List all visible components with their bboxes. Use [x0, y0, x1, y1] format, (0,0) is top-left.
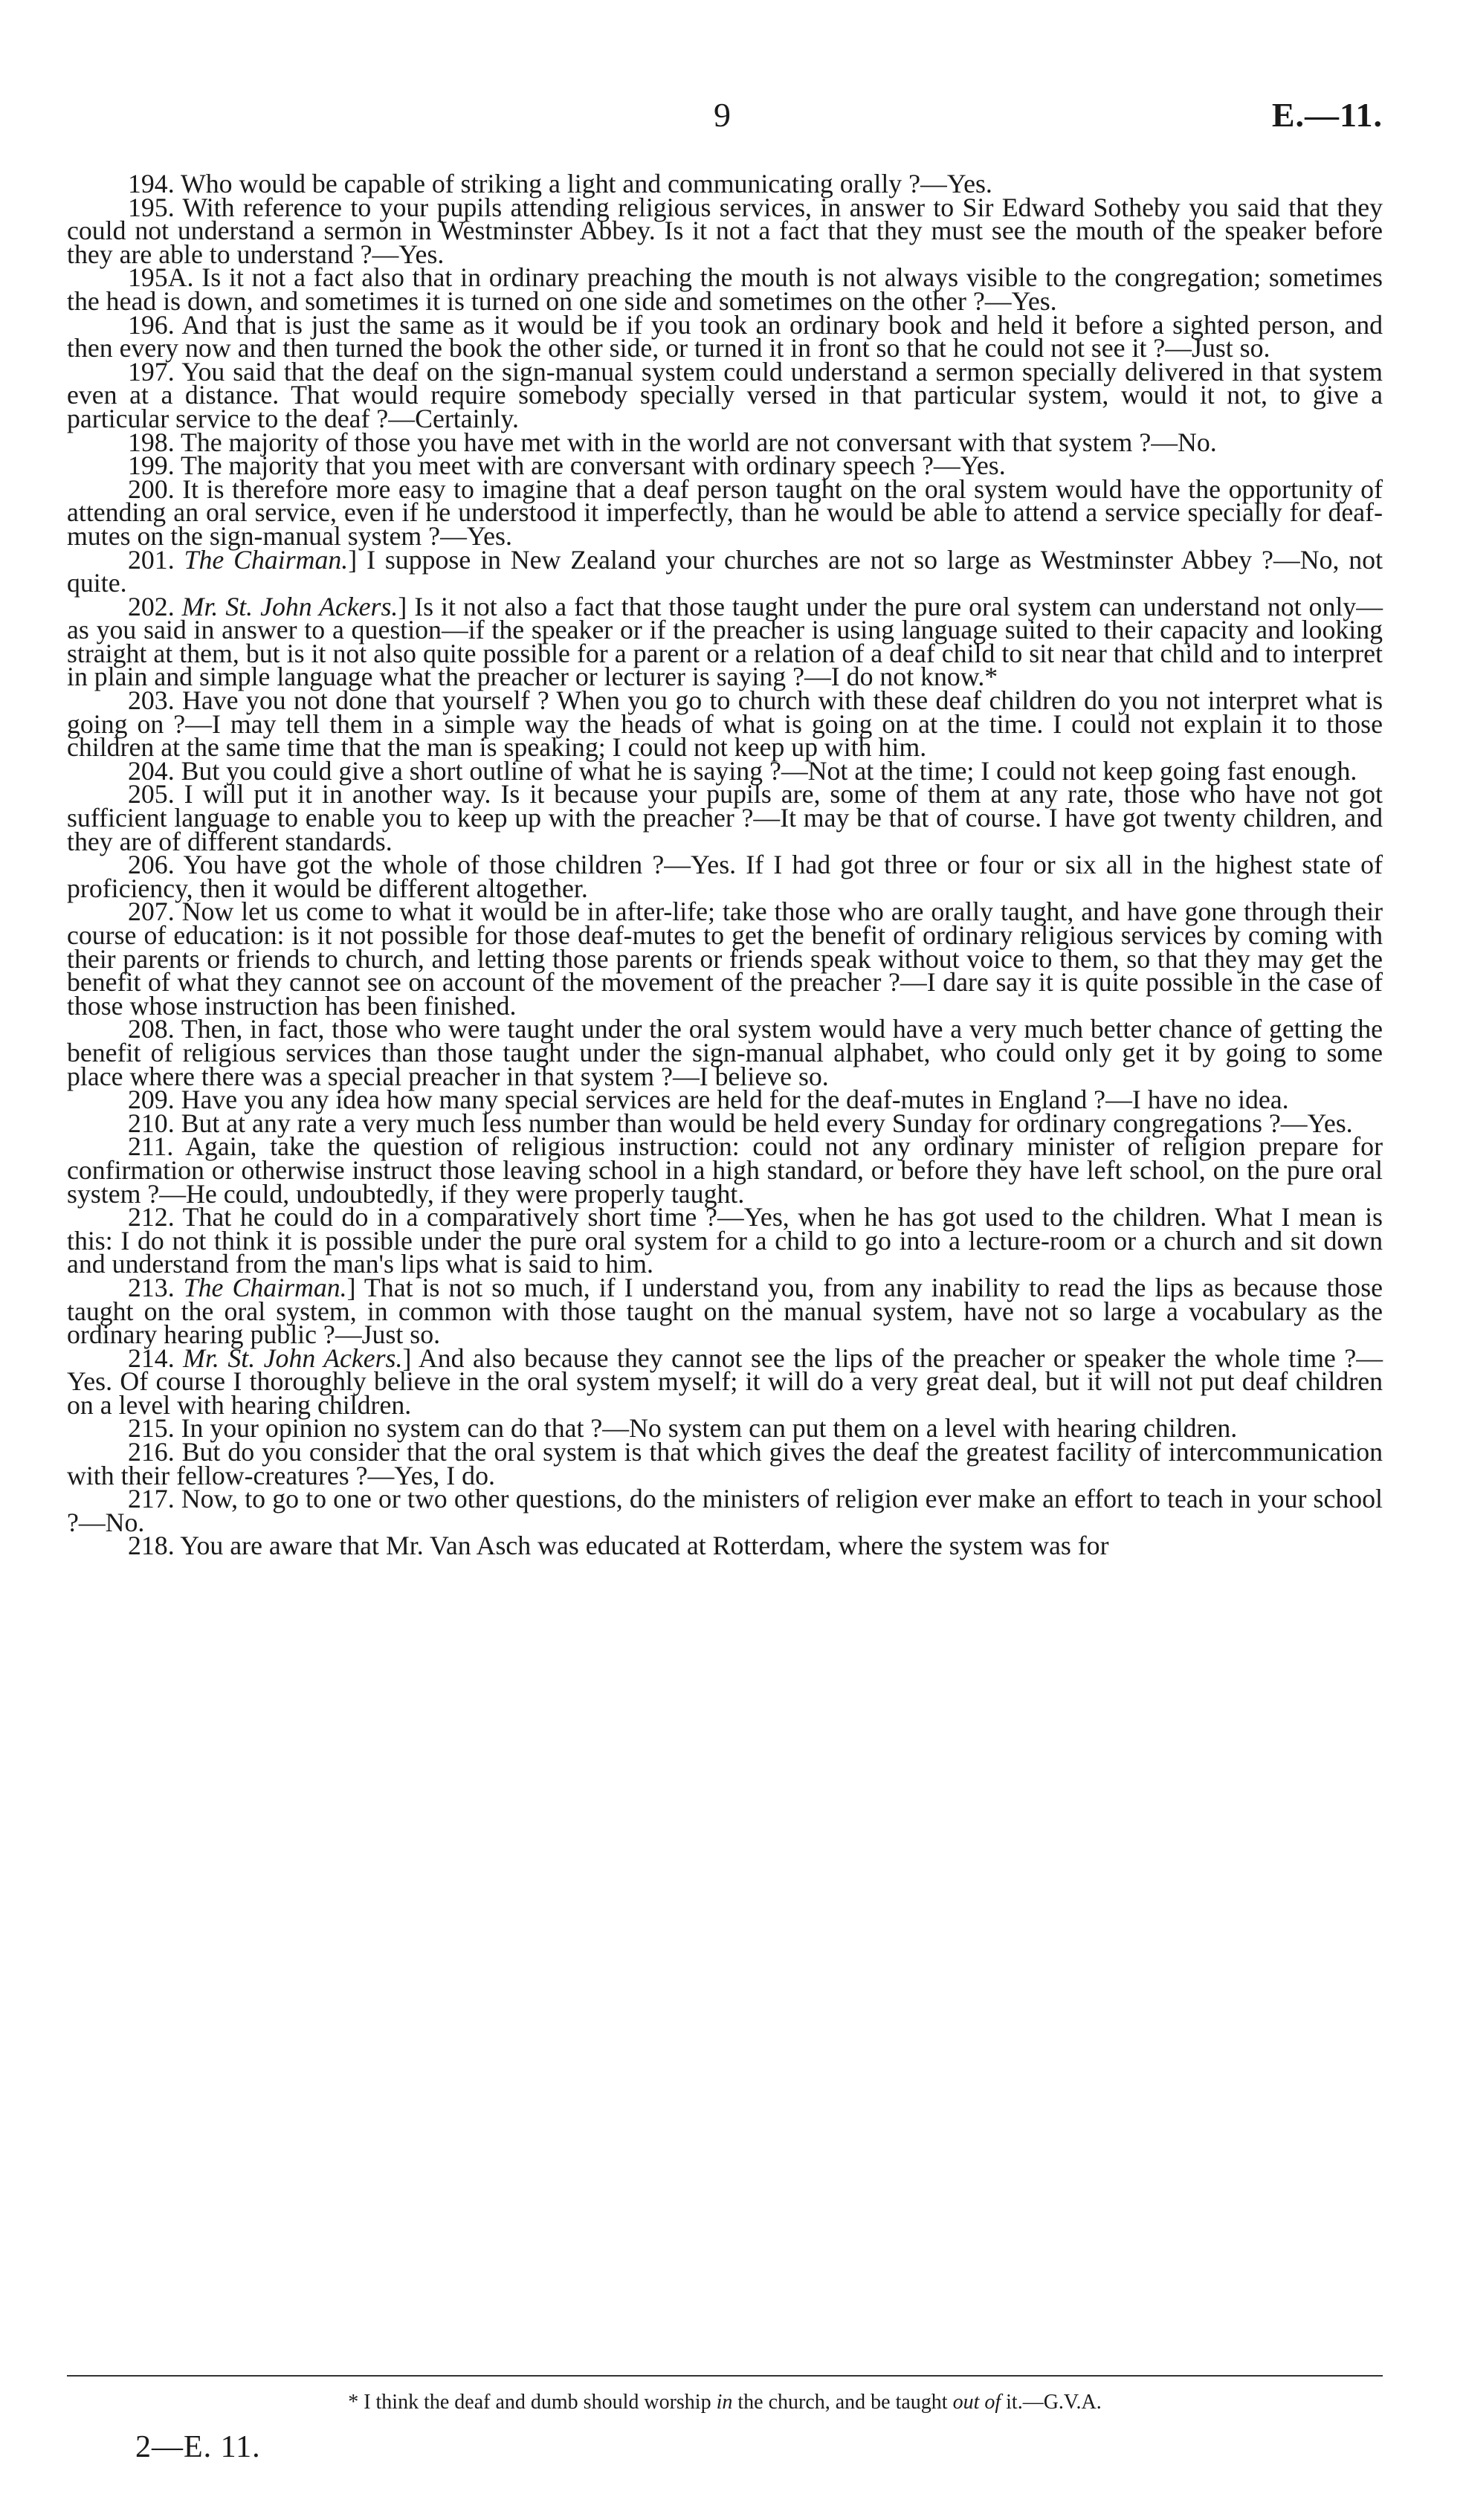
question-paragraph — [67, 896, 1383, 1021]
paragraph-text: 211. Again, take the question of religious instruction: could not any ordinary minister of religion prepare for confirmation or otherwise instruct those leaving school in a high standard, or before they have left school, on the pure oral system ?—He could, undoubtedly, if they were properly taught. — [67, 1131, 1383, 1209]
paragraph-text-continued: ] That is not so much, if I understand you, from any inability to read the lips as because those taught on the oral system, in common with those taught on the manual system, have not so large a vocabulary as the ordinary hearing public ?—Just so. — [67, 1272, 1383, 1350]
question-paragraph — [67, 1272, 1383, 1350]
question-paragraph — [67, 850, 1383, 903]
footnote-divider — [67, 2375, 1383, 2377]
paragraph-text: 196. And that is just the same as it would be if you took an ordinary book and held it before a sighted person, and then every now and then turned the book the other side, or turned it in front so that he could not see it ?—Just so. — [67, 309, 1383, 364]
footnote-text-middle: the church, and be taught — [732, 2391, 953, 2414]
paragraph-text-continued: ] Is it not also a fact that those taught under the pure oral system can understand not only—as you said in answer to a question—if the speaker or if the preacher is using language suited to their capacity and looking straight at them, but is it not also quite possible for a parent or a relation of a deaf child to sit near that child and to interpret in plain and simple language what the preacher or lecturer is saying ?—I do not know.* — [67, 591, 1383, 692]
paragraph-text: 215. In your opinion no system can do that ?—No system can put them on a level with hearing children. — [128, 1413, 1238, 1444]
page-number: 9 — [714, 96, 731, 134]
paragraph-text: 213. — [128, 1272, 184, 1302]
speaker-name: Mr. St. John Ackers. — [183, 1343, 403, 1373]
footnote-text-start: * I think the deaf and dumb should worship — [348, 2391, 717, 2414]
footnote-emphasis-out-of: out of — [952, 2391, 1001, 2414]
paragraph-text: 200. It is therefore more easy to imagine that a deaf person taught on the oral system would have the opportunity of attending an oral service, even if he understood it imperfectly, than he would be able to attend a service specially for deaf-mutes on the sign-manual system ?—Yes. — [67, 474, 1383, 551]
question-paragraph — [67, 1437, 1383, 1490]
paragraph-text-continued: ] I suppose in New Zealand your churches are not so large as Westminster Abbey ?—No, not quite. — [67, 544, 1383, 598]
question-paragraph — [67, 356, 1383, 433]
series-reference: E.—11. — [1271, 96, 1383, 134]
paragraph-text: 195. With reference to your pupils attending religious services, in answer to Sir Edward Sotheby you said that they could not understand a sermon in Westminster Abbey. Is it not a fact that they must see the mouth of the speaker before they are able to understand ?—Yes. — [67, 192, 1383, 269]
question-paragraph — [67, 1014, 1383, 1091]
speaker-name: The Chairman. — [183, 1272, 347, 1302]
question-paragraph — [67, 544, 1383, 598]
question-paragraph — [67, 1484, 1383, 1537]
evidence-text — [67, 169, 1383, 1561]
question-paragraph — [67, 192, 1383, 269]
paragraph-text: 218. You are aware that Mr. Van Asch was educated at Rotterdam, where the system was for — [128, 1531, 1109, 1561]
paragraph-text: 197. You said that the deaf on the sign-manual system could understand a sermon specially delivered in that system even at a distance. That would require somebody specially versed in that particular system, would it not, to give a particular service to the deaf ?—Certainly. — [67, 356, 1383, 433]
paragraph-text: 217. Now, to go to one or two other questions, do the ministers of religion ever make an effort to teach in your school ?—No. — [67, 1484, 1383, 1537]
question-paragraph — [67, 779, 1383, 856]
paragraph-text: 212. That he could do in a comparatively short time ?—Yes, when he has got used to the children. What I mean is this: I do not think it is possible under the pure oral system for a child to go into a lecture-room or a church and sit down and understand from the man's lips what is said to him. — [67, 1202, 1383, 1279]
question-paragraph — [67, 591, 1383, 692]
question-paragraph — [67, 262, 1383, 316]
page-header — [67, 95, 1383, 140]
question-paragraph — [67, 474, 1383, 551]
paragraph-text: 202. — [128, 591, 182, 621]
paragraph-text: 204. But you could give a short outline of what he is saying ?—Not at the time; I could not keep going fast enough. — [128, 755, 1357, 786]
paragraph-text: 206. You have got the whole of those children ?—Yes. If I had got three or four or six all in the highest state of proficiency, then it would be different altogether. — [67, 850, 1383, 903]
sheet-signature: 2—E. 11. — [135, 2430, 261, 2464]
paragraph-text-continued: ] And also because they cannot see the lips of the preacher or speaker the whole time ?—Yes. Of course I thoroughly believe in the oral system myself; it will do a very great deal, but it will not put deaf children on a level with hearing children. — [67, 1343, 1383, 1420]
paragraph-text: 205. I will put it in another way. Is it because your pupils are, some of them at any rate, those who have not got sufficient language to enable you to keep up with the preacher ?—It may be that of course. I have got twenty children, and they are of different standards. — [67, 779, 1383, 856]
question-paragraph — [67, 1202, 1383, 1279]
paragraph-text: 203. Have you not done that yourself ? When you go to church with these deaf children do you not interpret what is going on ?—I may tell them in a simple way the heads of what is going on at the time. I could not explain it to those children at the same time that the man is speaking; I could not keep up with him. — [67, 685, 1383, 763]
paragraph-text: 214. — [128, 1343, 184, 1373]
paragraph-text: 207. Now let us come to what it would be in after-life; take those who are orally taught, and have gone through their course of education: is it not possible for those deaf-mutes to get the benefit of ordinary religious services by coming with their parents or friends to church, and letting those parents or friends speak without voice to them, so that they may get the benefit of what they cannot see on account of the movement of the preacher ?—I dare say it is quite possible in the case of those whose instruction has been finished. — [67, 896, 1383, 1021]
paragraph-text: 209. Have you any idea how many special services are held for the deaf-mutes in England ?—I have no idea. — [128, 1085, 1289, 1115]
paragraph-text: 208. Then, in fact, those who were taught under the oral system would have a very much better chance of getting the benefit of religious services than those taught under the sign-manual alphabet, who could only get it by going to some place where there was a special preacher in that system ?—I believe so. — [67, 1014, 1383, 1091]
paragraph-text: 216. But do you consider that the oral system is that which gives the deaf the greatest facility of intercommunication with their fellow-creatures ?—Yes, I do. — [67, 1437, 1383, 1490]
footnote — [67, 2390, 1383, 2415]
question-paragraph — [67, 309, 1383, 364]
paragraph-text: 201. — [128, 544, 184, 575]
paragraph-text: 195A. Is it not a fact also that in ordinary preaching the mouth is not always visible to the congregation; sometimes the head is down, and sometimes it is turned on one side and sometimes on the other ?—Yes. — [67, 262, 1383, 316]
question-paragraph — [67, 1343, 1383, 1420]
question-paragraph — [67, 1531, 1383, 1561]
footnote-text-end: it.—G.V.A. — [1001, 2391, 1102, 2414]
paragraph-text: 199. The majority that you meet with are conversant with ordinary speech ?—Yes. — [128, 450, 1006, 481]
paragraph-text: 210. But at any rate a very much less number than would be held every Sunday for ordinary congregations ?—Yes. — [128, 1108, 1353, 1138]
speaker-name: The Chairman. — [184, 544, 349, 575]
question-paragraph — [67, 685, 1383, 763]
paragraph-text: 198. The majority of those you have met with in the world are not conversant with that system ?—No. — [128, 427, 1217, 457]
footnote-emphasis-in: in — [716, 2391, 733, 2414]
question-paragraph — [67, 1131, 1383, 1209]
paragraph-text: 194. Who would be capable of striking a light and communicating orally ?—Yes. — [128, 169, 992, 198]
speaker-name: Mr. St. John Ackers. — [181, 591, 398, 621]
